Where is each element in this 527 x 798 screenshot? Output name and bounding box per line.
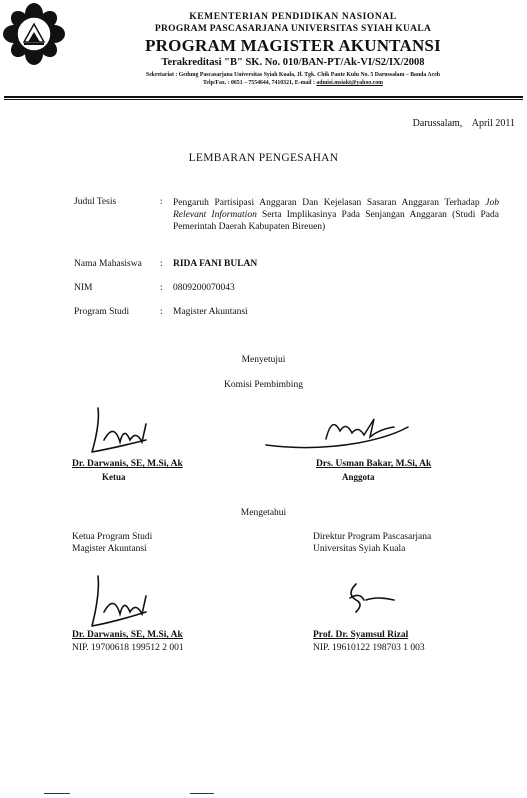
left-role-1: Ketua Program Studi bbox=[72, 532, 153, 542]
nama-label: Nama Mahasiswa bbox=[74, 259, 142, 269]
scan-mark-left bbox=[44, 793, 70, 794]
judul-text-before: Pengaruh Partisipasi Anggaran Dan Kejelasan Sasaran Anggaran Terhadap bbox=[173, 198, 486, 208]
prodi-colon: : bbox=[160, 307, 163, 317]
prodi-label: Program Studi bbox=[74, 307, 130, 317]
header-rule-thin bbox=[4, 99, 523, 100]
nama-value: RIDA FANI BULAN bbox=[173, 259, 258, 269]
right-role-1: Direktur Program Pascasarjana bbox=[313, 532, 432, 542]
prodi-value: Magister Akuntansi bbox=[173, 307, 248, 317]
header-email: admisi.msiakt@yahoo.com bbox=[316, 80, 383, 86]
left-role-2: Magister Akuntansi bbox=[72, 544, 147, 554]
header-program: PROGRAM MAGISTER AKUNTANSI bbox=[145, 36, 441, 55]
nim-colon: : bbox=[160, 283, 163, 293]
header-contact bbox=[64, 80, 522, 86]
header-rule bbox=[4, 96, 523, 98]
page-title: LEMBARAN PENGESAHAN bbox=[188, 152, 339, 164]
scan-mark-right bbox=[190, 793, 214, 794]
judul-text-italic: Job Relevant Information bbox=[173, 198, 499, 220]
nim-label: NIM bbox=[74, 283, 93, 293]
ketua-signature bbox=[84, 402, 164, 462]
ketua-prodi-signature bbox=[84, 572, 164, 634]
left-name: Dr. Darwanis, SE, M.Si, Ak bbox=[72, 630, 183, 640]
anggota-name: Drs. Usman Bakar, M.Si, Ak bbox=[316, 459, 432, 469]
right-role-2: Universitas Syiah Kuala bbox=[313, 544, 406, 554]
mengetahui-label: Mengetahui bbox=[240, 508, 287, 518]
judul-text-after: Serta Implikasinya Pada Senjangan Anggaran (Studi Pada Pemerintah Daerah Kabupaten Bireuen) bbox=[173, 210, 499, 232]
nama-colon: : bbox=[160, 259, 163, 269]
judul-label: Judul Tesis bbox=[74, 197, 117, 207]
nim-value: 0809200070043 bbox=[173, 283, 235, 293]
right-name: Prof. Dr. Syamsul Rizal bbox=[313, 630, 409, 640]
anggota-role: Anggota bbox=[342, 472, 375, 482]
left-nip: NIP. 19700618 199512 2 001 bbox=[72, 643, 184, 653]
university-logo bbox=[2, 2, 66, 66]
header-university: PROGRAM PASCASARJANA UNIVERSITAS SYIAH KUALA bbox=[154, 24, 432, 34]
header-address: Sekretariat : Gedung Pascasarjana Universitas Syiah Kuala, Jl. Tgk. Chik Pante Kulu No. 5 Darussalam – Banda Aceh bbox=[145, 72, 440, 78]
komisi-label: Komisi Pembimbing bbox=[224, 380, 303, 390]
ketua-name: Dr. Darwanis, SE, M.Si, Ak bbox=[72, 459, 183, 469]
header-ministry: KEMENTERIAN PENDIDIKAN NASIONAL bbox=[189, 12, 397, 22]
right-nip: NIP. 19610122 198703 1 003 bbox=[313, 643, 425, 653]
judul-value bbox=[173, 197, 499, 233]
menyetujui-label: Menyetujui bbox=[241, 355, 286, 365]
anggota-signature bbox=[262, 407, 412, 457]
direktur-signature bbox=[342, 578, 402, 618]
header-phone: Telp/Fax. : 0651 – 7554644, 7410321, E-mail : bbox=[203, 80, 315, 86]
judul-colon: : bbox=[160, 197, 163, 207]
document-date: Darussalam, April 2011 bbox=[412, 118, 515, 129]
ketua-role: Ketua bbox=[102, 472, 126, 482]
header-accreditation: Terakreditasi "B" SK. No. 010/BAN-PT/Ak-VI/S2/IX/2008 bbox=[161, 57, 425, 68]
